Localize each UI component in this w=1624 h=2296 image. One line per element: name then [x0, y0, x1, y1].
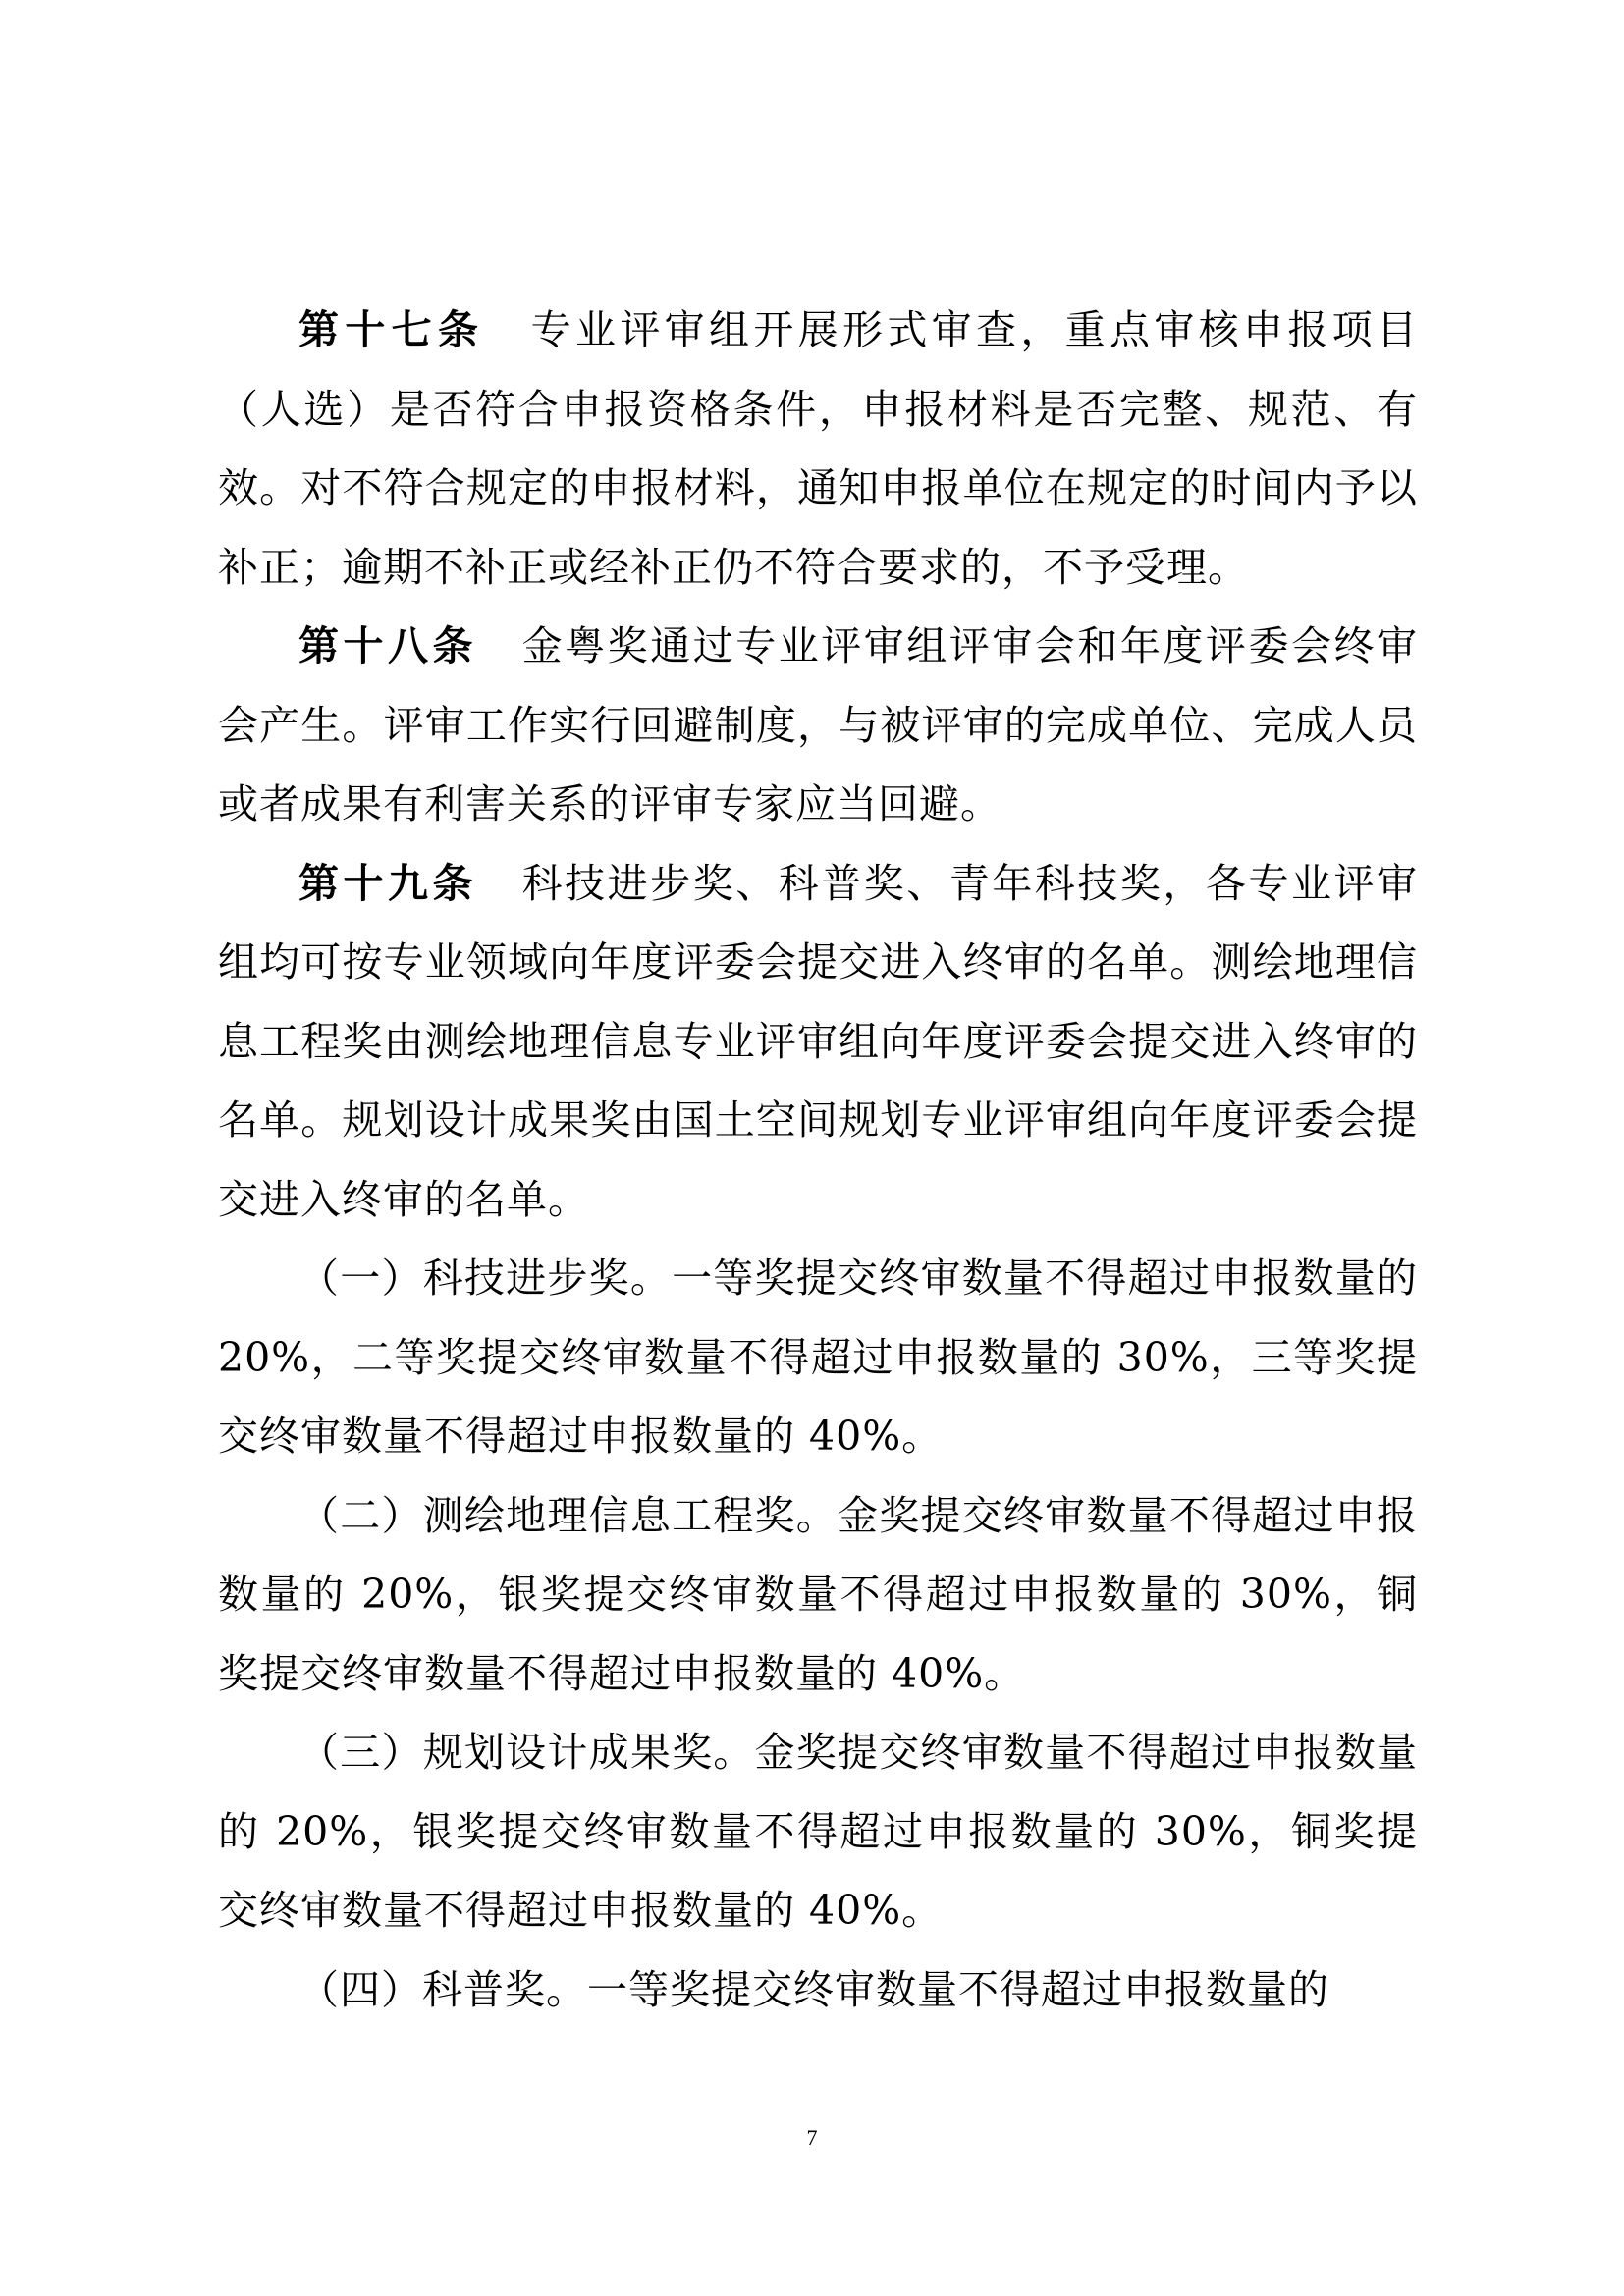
clause-1-text: （一）科技进步奖。一等奖提交终审数量不得超过申报数量的 20%，二等奖提交终审数量不得超过申报数量的 30%，三等奖提交终审数量不得超过申报数量的 40%。: [218, 1255, 1418, 1460]
page-number: 7: [806, 2125, 818, 2150]
clause-4-paragraph: [218, 1950, 1418, 2030]
clause-2-text: （二）测绘地理信息工程奖。金奖提交终审数量不得超过申报数量的 20%，银奖提交终审数量不得超过申报数量的 30%，铜奖提交终审数量不得超过申报数量的 40%。: [218, 1491, 1418, 1697]
clause-2-paragraph: [218, 1476, 1418, 1714]
clause-4-text: （四）科普奖。一等奖提交终审数量不得超过申报数量的: [298, 1965, 1329, 2013]
article-18-paragraph: [218, 607, 1418, 844]
clause-3-text: （三）规划设计成果奖。金奖提交终审数量不得超过申报数量的 20%，银奖提交终审数量不得超过申报数量的 30%，铜奖提交终审数量不得超过申报数量的 40%。: [218, 1729, 1418, 1934]
clause-3-paragraph: [218, 1713, 1418, 1950]
article-17-paragraph: [218, 291, 1418, 607]
article-19-number: 第十九条: [298, 859, 522, 907]
article-19-paragraph: [218, 844, 1418, 1240]
clause-1-paragraph: [218, 1239, 1418, 1476]
article-19-text: 科技进步奖、科普奖、青年科技奖，各专业评审组均可按专业领域向年度评委会提交进入终审的名单。测绘地理信息工程奖由测绘地理信息专业评审组向年度评委会提交进入终审的名单。规划设计成果奖由国土空间规划专业评审组向年度评委会提交进入终审的名单。: [218, 859, 1419, 1223]
article-18-text: 金粤奖通过专业评审组评审会和年度评委会终审会产生。评审工作实行回避制度，与被评审的完成单位、完成人员或者成果有利害关系的评审专家应当回避。: [218, 622, 1419, 828]
article-17-number: 第十七条: [298, 306, 531, 353]
body-text: [218, 291, 1418, 2029]
article-17-text: 专业评审组开展形式审查，重点审核申报项目（人选）是否符合申报资格条件，申报材料是否完整、规范、有效。对不符合规定的申报材料，通知申报单位在规定的时间内予以补正；逾期不补正或经补正仍不符合要求的，不予受理。: [218, 306, 1419, 591]
article-18-number: 第十八条: [298, 622, 522, 669]
